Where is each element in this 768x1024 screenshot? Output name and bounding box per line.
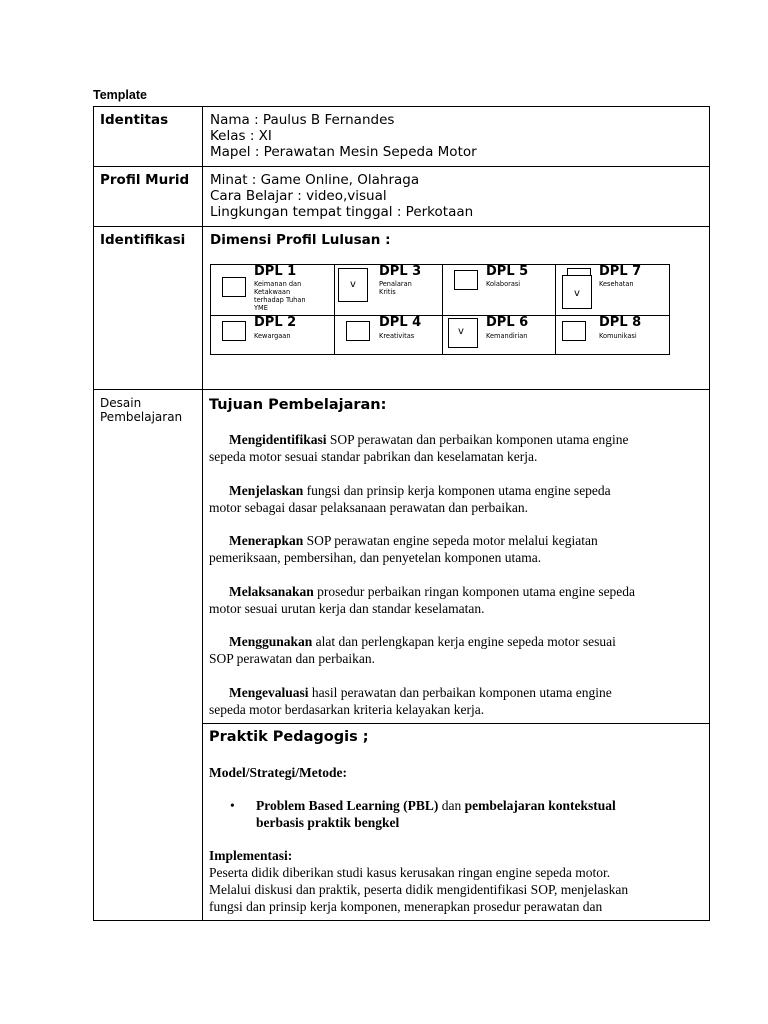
dpl-6-desc: Kemandirian <box>486 332 528 340</box>
identitas-label: Identitas <box>100 112 169 128</box>
dpl-3-title: DPL 3 <box>379 264 422 279</box>
dpl-7-check-mark: v <box>574 288 580 299</box>
row-divider-3 <box>93 389 710 390</box>
dpl-2-title: DPL 2 <box>254 315 297 330</box>
dimensi-profil-title: Dimensi Profil Lulusan : <box>210 232 391 248</box>
dpl-8-checkbox[interactable] <box>562 321 586 341</box>
row-divider-4 <box>202 723 710 724</box>
implementasi-text: Peserta didik diberikan studi kasus kerusakan ringan engine sepeda motor. Melalui diskusi dan praktik, peserta didik mengidentifikasi SOP, menjelaskan fungsi dan prinsip kerja komponen, menerapkan prosedur perawatan dan <box>209 865 629 914</box>
table-border-bottom <box>93 920 710 921</box>
column-divider <box>202 106 203 921</box>
dpl-7-desc: Kesehatan <box>599 280 634 288</box>
goal-3: Menerapkan SOP perawatan engine sepeda motor melalui kegiatan pemeriksaan, pembersihan, dan penyetelan komponen utama. <box>209 533 598 565</box>
dpl-8-desc: Komunikasi <box>599 332 637 340</box>
dpl-grid-vline-2 <box>442 264 443 355</box>
profil-lingkungan: Lingkungan tempat tinggal : Perkotaan <box>210 204 474 220</box>
dpl-7-checkbox[interactable] <box>562 275 592 309</box>
identitas-kelas: Kelas : XI <box>210 128 272 144</box>
table-border-left <box>93 106 94 921</box>
dpl-7-title: DPL 7 <box>599 264 642 279</box>
dpl-2-checkbox[interactable] <box>222 321 246 341</box>
goal-4: Melaksanakan prosedur perbaikan ringan komponen utama engine sepeda motor sesuai urutan kerja dan standar keselamatan. <box>209 584 636 616</box>
implementasi-title: Implementasi: <box>209 848 293 863</box>
goal-6: Mengevaluasi hasil perawatan dan perbaikan komponen utama engine sepeda motor berdasarkan kriteria kelayakan kerja. <box>209 685 612 717</box>
page-label: Template <box>93 88 147 102</box>
dpl-5-checkbox[interactable] <box>454 270 478 290</box>
dpl-1-checkbox[interactable] <box>222 277 246 297</box>
row-divider-2 <box>93 226 710 227</box>
dpl-3-checkbox[interactable] <box>338 268 368 302</box>
table-border-top <box>93 106 710 107</box>
dpl-grid-vline-1 <box>334 264 335 355</box>
desain-label: Desain Pembelajaran <box>100 396 183 424</box>
dpl-8-title: DPL 8 <box>599 315 642 330</box>
dpl-1-desc: Keimanan dan Ketakwaan terhadap Tuhan YME <box>254 280 306 312</box>
dpl-6-title: DPL 6 <box>486 315 529 330</box>
dpl-6-check-mark: v <box>458 326 464 337</box>
goal-2: Menjelaskan fungsi dan prinsip kerja komponen utama engine sepeda motor sebagai dasar pelaksanaan perawatan dan perbaikan. <box>209 483 611 515</box>
goal-5: Menggunakan alat dan perlengkapan kerja engine sepeda motor sesuai SOP perawatan dan perbaikan. <box>209 634 616 666</box>
model-bullet: Problem Based Learning (PBL) dan pembelajaran kontekstual berbasis praktik bengkel <box>256 798 616 830</box>
identitas-mapel: Mapel : Perawatan Mesin Sepeda Motor <box>210 144 477 160</box>
tujuan-title: Tujuan Pembelajaran: <box>209 397 387 413</box>
dpl-6-checkbox[interactable] <box>448 318 478 348</box>
dpl-5-desc: Kolaborasi <box>486 280 521 288</box>
identifikasi-label: Identifikasi <box>100 232 186 248</box>
profil-cara-belajar: Cara Belajar : video,visual <box>210 188 387 204</box>
goal-1: Mengidentifikasi SOP perawatan dan perbaikan komponen utama engine sepeda motor sesuai standar pabrikan dan keselamatan kerja. <box>209 432 629 464</box>
identitas-nama: Nama : Paulus B Fernandes <box>210 112 395 128</box>
table-border-right <box>709 106 710 921</box>
dpl-4-checkbox[interactable] <box>346 321 370 341</box>
profil-minat: Minat : Game Online, Olahraga <box>210 172 420 188</box>
dpl-3-desc: Penalaran Kritis <box>379 280 412 296</box>
dpl-1-title: DPL 1 <box>254 264 297 279</box>
dpl-5-title: DPL 5 <box>486 264 529 279</box>
model-title: Model/Strategi/Metode: <box>209 765 347 780</box>
dpl-3-check-mark: v <box>350 279 356 290</box>
praktik-title: Praktik Pedagogis ; <box>209 729 369 745</box>
dpl-grid-vline-3 <box>555 264 556 355</box>
bullet-marker: • <box>230 798 235 813</box>
dpl-4-desc: Kreativitas <box>379 332 415 340</box>
row-divider-1 <box>93 166 710 167</box>
profil-label: Profil Murid <box>100 172 190 188</box>
dpl-2-desc: Kewargaan <box>254 332 291 340</box>
dpl-4-title: DPL 4 <box>379 315 422 330</box>
